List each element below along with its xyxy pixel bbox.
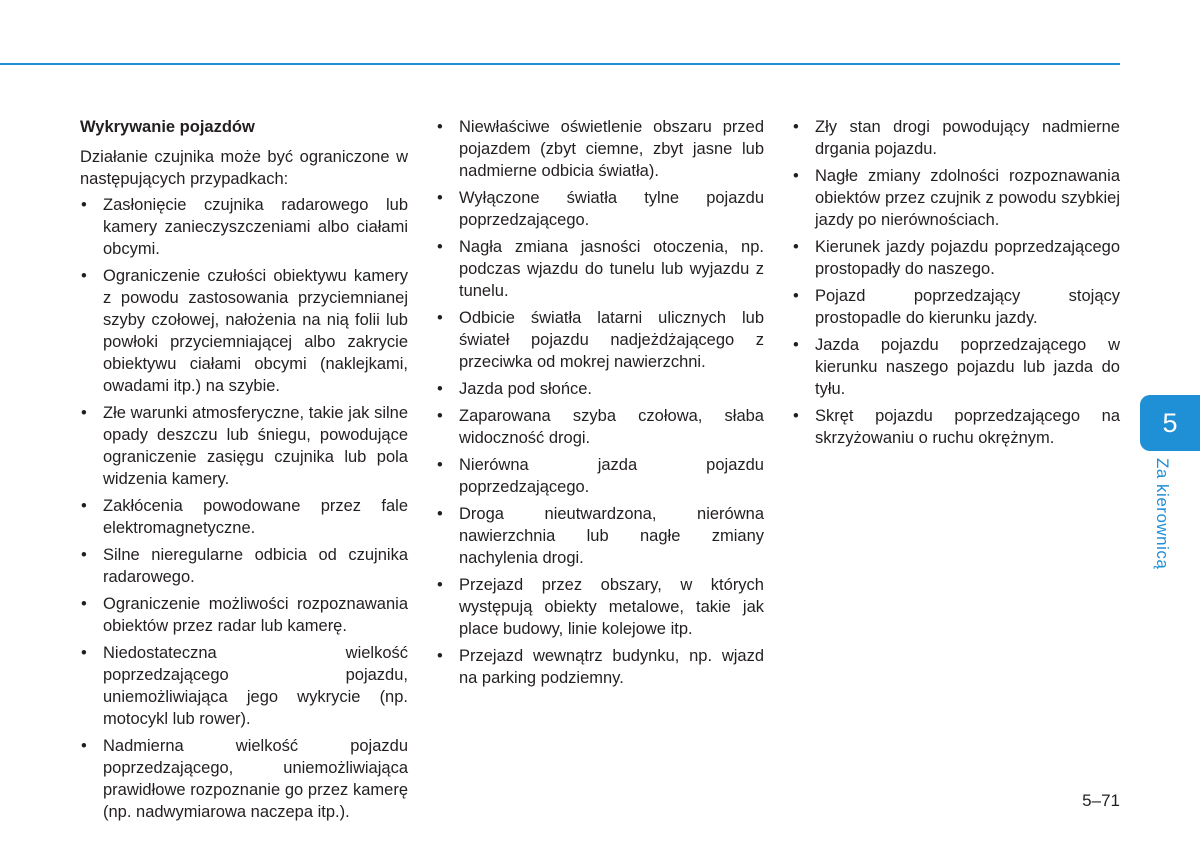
list-item: • Pojazd poprzedzający stojący prostopadle do kierunku jazdy. <box>792 285 1120 329</box>
list-item: • Przejazd przez obszary, w których występują obiekty metalowe, takie jak place budowy, linie kolejowe itp. <box>436 574 764 640</box>
list-item: • Nagła zmiana jasności otoczenia, np. podczas wjazdu do tunelu lub wyjazdu z tunelu. <box>436 236 764 302</box>
list-item: • Niedostateczna wielkość poprzedzającego pojazdu, uniemożliwiająca jego wykrycie (np. motocykl lub rower). <box>80 642 408 730</box>
list-item: • Przejazd wewnątrz budynku, np. wjazd na parking podziemny. <box>436 645 764 689</box>
list-item: • Złe warunki atmosferyczne, takie jak silne opady deszczu lub śniegu, powodujące ograniczenie zasięgu czujnika lub pola widzenia kamery. <box>80 402 408 490</box>
list-item: • Ograniczenie możliwości rozpoznawania obiektów przez radar lub kamerę. <box>80 593 408 637</box>
list-item: • Wyłączone światła tylne pojazdu poprzedzającego. <box>436 187 764 231</box>
list-item: • Zły stan drogi powodujący nadmierne drgania pojazdu. <box>792 116 1120 160</box>
list-item: • Zasłonięcie czujnika radarowego lub kamery zanieczyszczeniami albo ciałami obcymi. <box>80 194 408 260</box>
list-item: • Odbicie światła latarni ulicznych lub świateł pojazdu nadjeżdżającego z przeciwka od mokrej nawierzchni. <box>436 307 764 373</box>
chapter-title: Za kierownicą <box>1153 458 1172 570</box>
page-number: 5–71 <box>1082 791 1120 810</box>
list-item: • Zakłócenia powodowane przez fale elektromagnetyczne. <box>80 495 408 539</box>
column-3 <box>792 116 1120 454</box>
bullet-list <box>792 116 1120 449</box>
list-item: • Silne nieregularne odbicia od czujnika radarowego. <box>80 544 408 588</box>
list-item: • Ograniczenie czułości obiektywu kamery z powodu zastosowania przyciemnianej szyby czołowej, nałożenia na nią folii lub powłoki przyciemniającej albo zakrycie obiektywu ciałami obcymi (naklejkami, owadami itp.) na szybie. <box>80 265 408 397</box>
bullet-list <box>436 116 764 689</box>
chapter-number-tab: 5 <box>1140 395 1200 451</box>
bullet-list <box>80 194 408 823</box>
list-item: • Kierunek jazdy pojazdu poprzedzającego prostopadły do naszego. <box>792 236 1120 280</box>
list-item: • Droga nieutwardzona, nierówna nawierzchnia lub nagłe zmiany nachylenia drogi. <box>436 503 764 569</box>
list-item: • Skręt pojazdu poprzedzającego na skrzyżowaniu o ruchu okrężnym. <box>792 405 1120 449</box>
list-item: • Nadmierna wielkość pojazdu poprzedzającego, uniemożliwiająca prawidłowe rozpoznanie go przez kamerę (np. nadwymiarowa naczepa itp.). <box>80 735 408 823</box>
section-intro: Działanie czujnika może być ograniczone w następujących przypadkach: <box>80 148 408 188</box>
list-item: • Jazda pod słońce. <box>436 378 764 400</box>
header-rule <box>0 63 1120 65</box>
section-title: Wykrywanie pojazdów <box>80 118 255 136</box>
list-item: • Nagłe zmiany zdolności rozpoznawania obiektów przez czujnik z powodu szybkiej jazdy po nierównościach. <box>792 165 1120 231</box>
list-item: • Nierówna jazda pojazdu poprzedzającego. <box>436 454 764 498</box>
list-item: • Jazda pojazdu poprzedzającego w kierunku naszego pojazdu lub jazda do tyłu. <box>792 334 1120 400</box>
list-item: • Zaparowana szyba czołowa, słaba widoczność drogi. <box>436 405 764 449</box>
column-1 <box>80 116 408 828</box>
list-item: • Niewłaściwe oświetlenie obszaru przed pojazdem (zbyt ciemne, zbyt jasne lub nadmierne odbicia światła). <box>436 116 764 182</box>
column-2 <box>436 116 764 694</box>
